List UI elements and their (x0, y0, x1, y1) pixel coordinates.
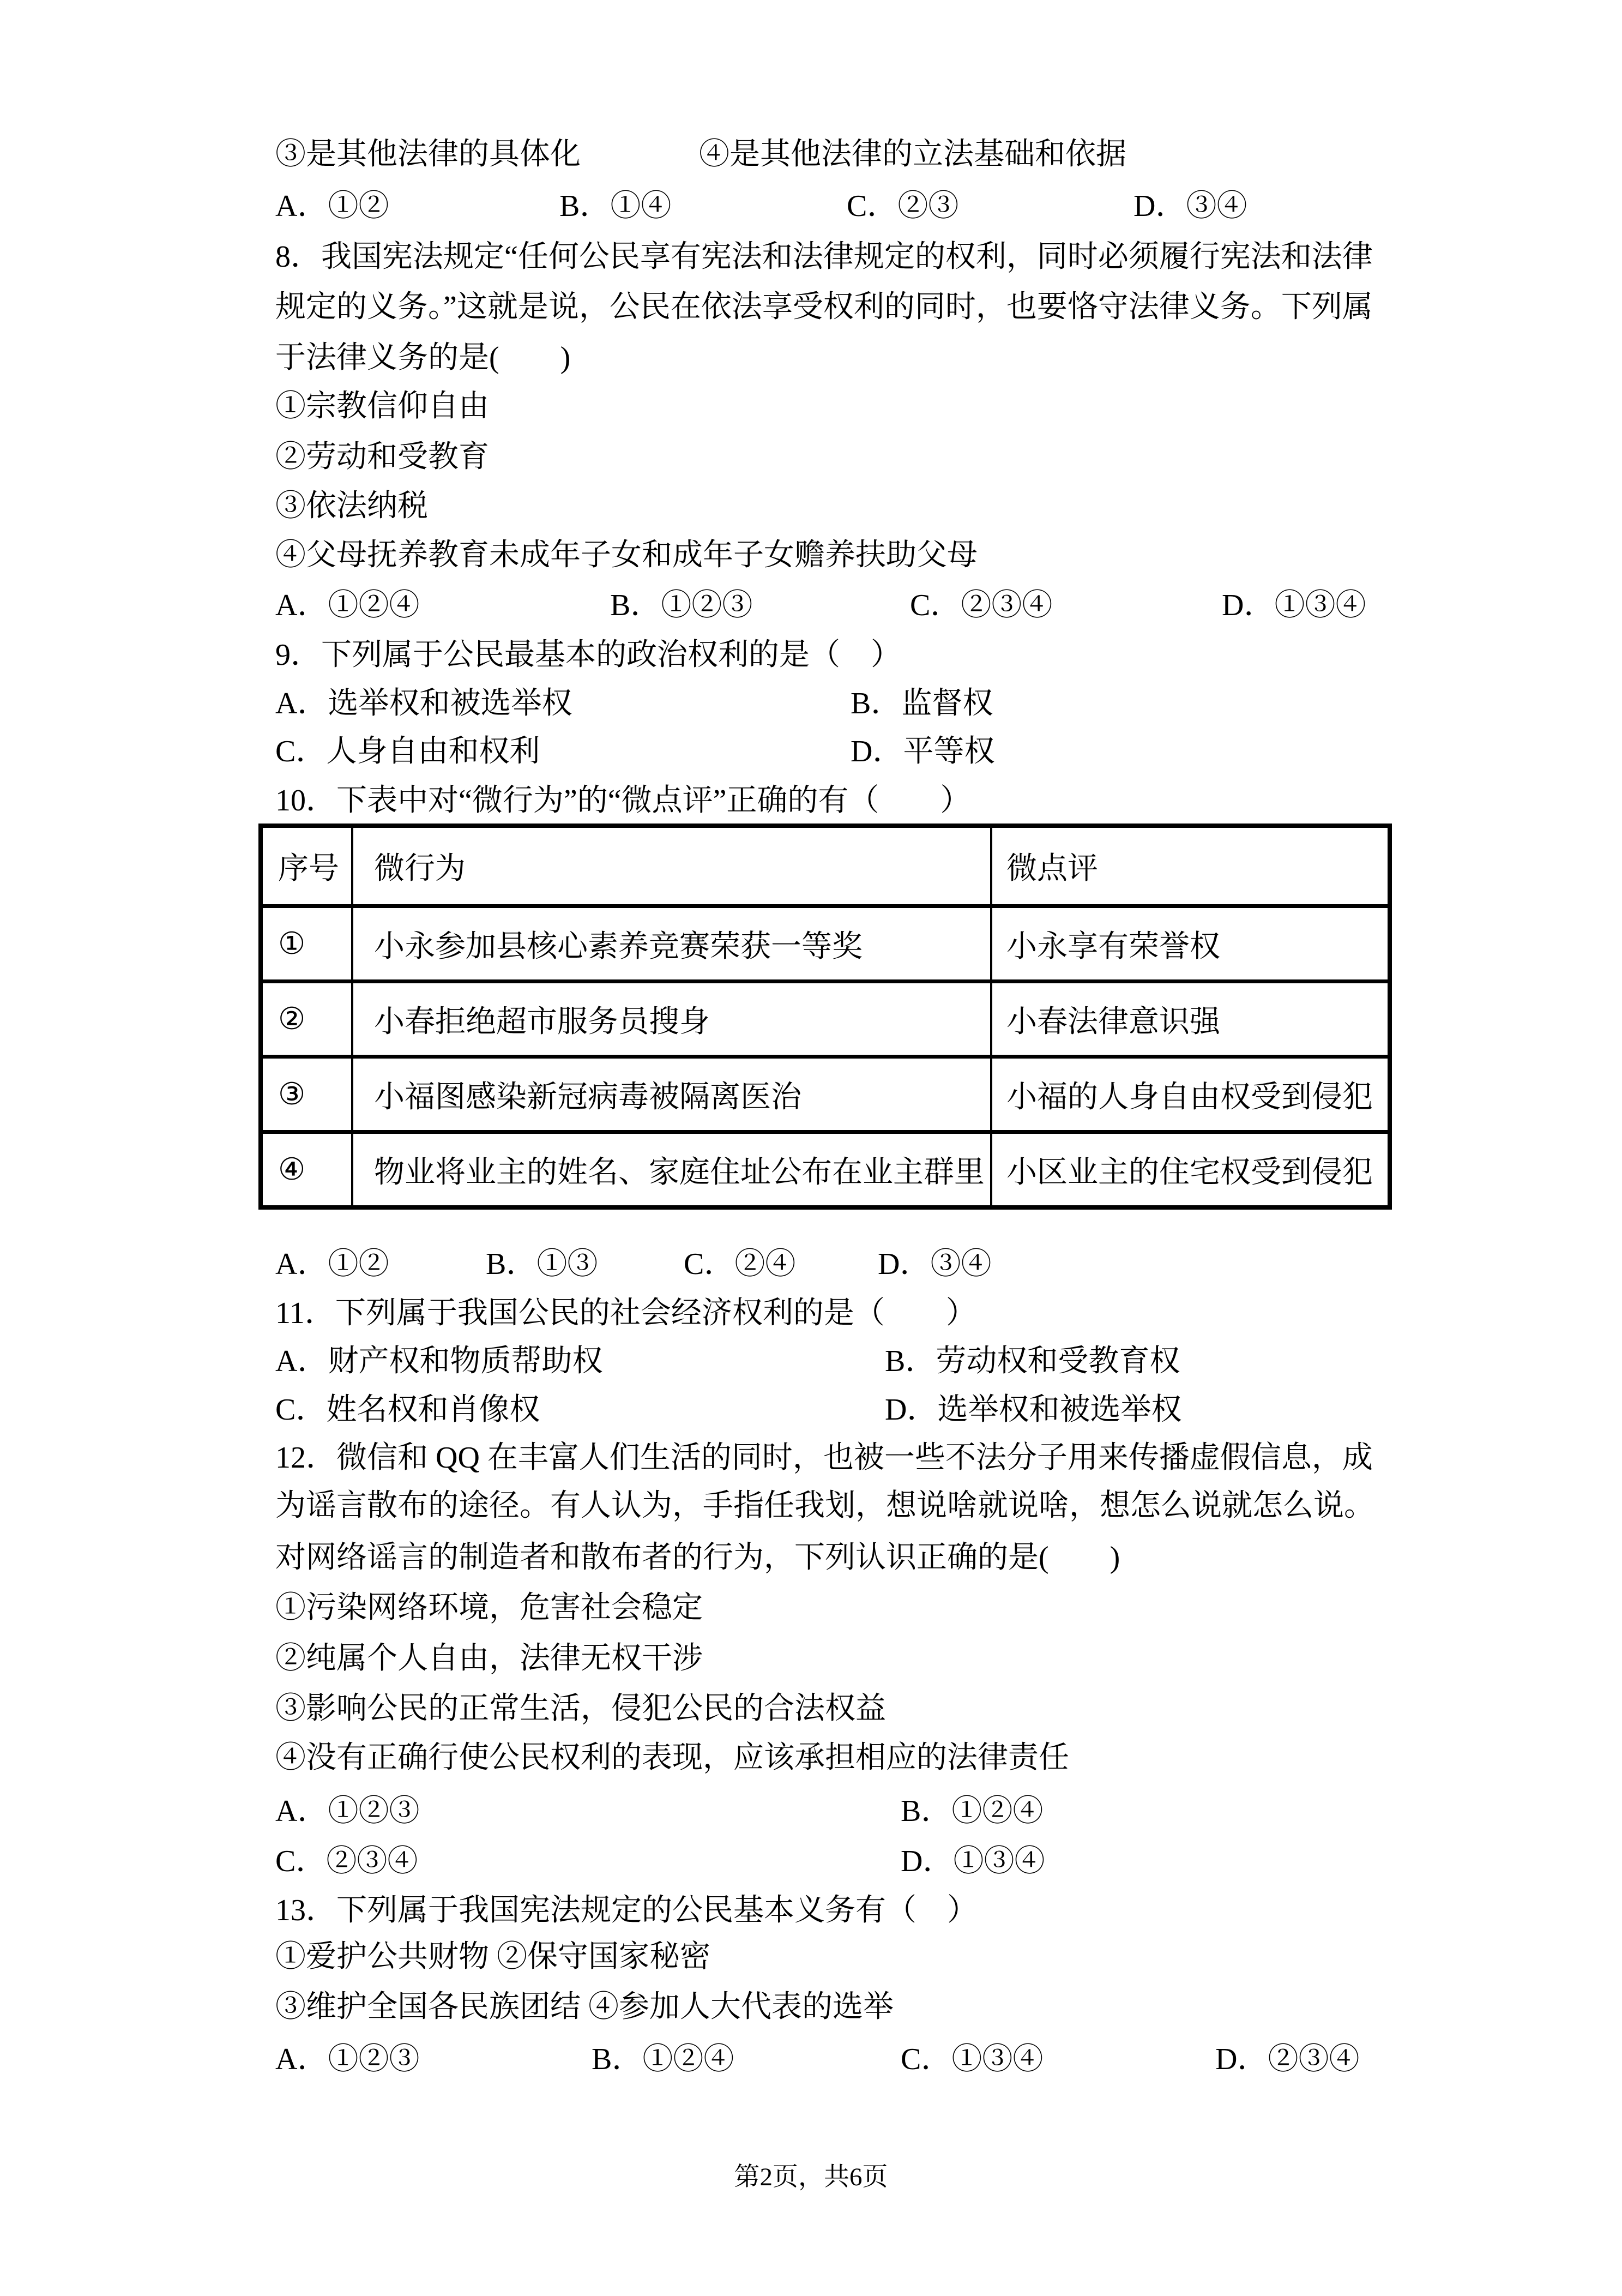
q13-option-c: C．①③④ (901, 2042, 1044, 2076)
q11-option-d: D．选举权和被选举权 (885, 1393, 1182, 1427)
q13-items-line-2: ③维护全国各民族团结 ④参加人大代表的选举 (275, 1990, 894, 2024)
q12-stem-line-1: 12．微信和 QQ 在丰富人们生活的同时，也被一些不法分子用来传播虚假信息，成 (275, 1441, 1373, 1475)
q13-stem: 13．下列属于我国宪法规定的公民基本义务有（ ） (275, 1894, 978, 1927)
q10-option-a: A．①② (275, 1247, 389, 1281)
q12-options-row-cd (275, 1836, 1045, 1887)
q13-option-b: B．①②④ (592, 2042, 734, 2076)
q13-option-d: D．②③④ (1215, 2042, 1360, 2076)
q9-option-b: B．监督权 (851, 687, 993, 720)
q9-option-c: C．人身自由和权利 (275, 735, 540, 768)
table-cell: 物业将业主的姓名、家庭住址公布在业主群里 (352, 1132, 991, 1208)
q7-items-line (275, 129, 1126, 180)
q8-item-3: ③依法纳税 (275, 489, 428, 523)
q10-table-row-3 (261, 1057, 1390, 1132)
table-cell: 小永参加县核心素养竞赛荣获一等奖 (352, 906, 991, 982)
q7-options-row (275, 181, 1247, 232)
q7-option-b: B．①④ (559, 189, 672, 223)
q10-option-c: C．②④ (684, 1247, 796, 1281)
q12-options-row-ab (275, 1786, 1043, 1837)
q8-item-2: ②劳动和受教育 (275, 440, 489, 474)
q11-option-c: C．姓名权和肖像权 (275, 1393, 540, 1427)
table-cell: ③ (261, 1057, 352, 1132)
q9-options-row-cd (275, 726, 994, 777)
table-cell: 小福图感染新冠病毒被隔离医治 (352, 1057, 991, 1132)
q12-stem-line-3: 对网络谣言的制造者和散布者的行为，下列认识正确的是( ) (275, 1541, 1120, 1574)
q9-option-d: D．平等权 (851, 735, 995, 768)
q8-options-row (275, 580, 1366, 631)
table-cell: ④ (261, 1132, 352, 1208)
q8-option-d: D．①③④ (1222, 588, 1366, 622)
q9-options-row-ab (275, 678, 993, 729)
q8-option-c: C．②③④ (910, 588, 1053, 622)
q11-options-row-cd (275, 1385, 1181, 1435)
q12-option-b: B．①②④ (901, 1794, 1044, 1828)
table-cell: 小春法律意识强 (991, 982, 1390, 1057)
q10-option-b: B．①③ (486, 1247, 598, 1281)
q7-option-c: C．②③ (847, 189, 959, 223)
table-cell: 小春拒绝超市服务员搜身 (352, 982, 991, 1057)
q13-items-line-1: ①爱护公共财物 ②保守国家秘密 (275, 1940, 710, 1974)
q8-stem-line-1: 8．我国宪法规定“任何公民享有宪法和法律规定的权利，同时必须履行宪法和法律 (275, 240, 1373, 274)
q11-stem: 11．下列属于我国公民的社会经济权利的是（ ） (275, 1296, 976, 1330)
q7-item-3: ③是其他法律的具体化 (275, 137, 581, 171)
q10-option-d: D．③④ (878, 1247, 992, 1281)
q12-item-4: ④没有正确行使公民权利的表现，应该承担相应的法律责任 (275, 1741, 1069, 1775)
q10-table-row-4 (261, 1132, 1390, 1208)
q10-table (258, 824, 1392, 1210)
q10-table-row-1 (261, 906, 1390, 982)
page-footer: 第2页，共6页 (734, 2163, 888, 2191)
q10-table-header-weixingwei: 微行为 (352, 826, 991, 906)
table-cell: 小永享有荣誉权 (991, 906, 1390, 982)
q8-stem-line-3: 于法律义务的是( ) (275, 341, 571, 375)
table-cell: ① (261, 906, 352, 982)
q12-option-a: A．①②③ (275, 1794, 420, 1828)
q8-option-b: B．①②③ (610, 588, 753, 622)
q10-stem: 10．下表中对“微行为”的“微点评”正确的有（ ） (275, 784, 971, 818)
q10-table-header-weidianping: 微点评 (991, 826, 1390, 906)
q10-table-row-2 (261, 982, 1390, 1057)
q12-item-1: ①污染网络环境，危害社会稳定 (275, 1591, 703, 1625)
q13-options-row (275, 2034, 1359, 2085)
q8-item-4: ④父母抚养教育未成年子女和成年子女赡养扶助父母 (275, 538, 978, 572)
table-cell: 小福的人身自由权受到侵犯 (991, 1057, 1390, 1132)
q8-item-1: ①宗教信仰自由 (275, 389, 489, 423)
q11-option-a: A．财产权和物质帮助权 (275, 1344, 603, 1378)
q8-option-a: A．①②④ (275, 588, 420, 622)
q11-option-b: B．劳动权和受教育权 (885, 1344, 1180, 1378)
q7-option-d: D．③④ (1133, 189, 1247, 223)
q12-item-2: ②纯属个人自由，法律无权干涉 (275, 1642, 703, 1675)
q12-item-3: ③影响公民的正常生活，侵犯公民的合法权益 (275, 1692, 886, 1726)
q12-option-d: D．①③④ (901, 1844, 1045, 1878)
table-cell: ② (261, 982, 352, 1057)
q8-stem-line-2: 规定的义务。”这就是说，公民在依法享受权利的同时，也要恪守法律义务。下列属 (275, 290, 1373, 324)
q11-options-row-ab (275, 1336, 1180, 1387)
q9-option-a: A．选举权和被选举权 (275, 687, 572, 720)
q12-option-c: C．②③④ (275, 1844, 418, 1878)
q9-stem: 9．下列属于公民最基本的政治权利的是（ ） (275, 638, 901, 672)
q10-table-header-xuhao: 序号 (261, 826, 352, 906)
q10-options-row (275, 1239, 991, 1290)
q12-stem-line-2: 为谣言散布的途径。有人认为，手指任我划，想说啥就说啥，想怎么说就怎么说。 (275, 1489, 1374, 1523)
q13-option-a: A．①②③ (275, 2042, 420, 2076)
table-cell: 小区业主的住宅权受到侵犯 (991, 1132, 1390, 1208)
q7-option-a: A．①② (275, 189, 389, 223)
q7-item-4: ④是其他法律的立法基础和依据 (699, 137, 1126, 171)
q10-table-header-row (261, 826, 1390, 906)
